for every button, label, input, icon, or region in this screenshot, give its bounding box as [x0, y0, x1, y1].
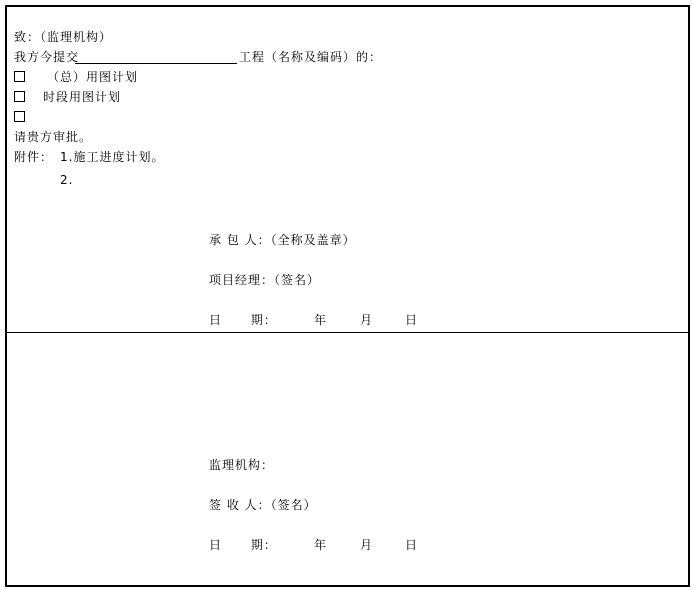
attachments-label: 附件：: [14, 150, 54, 164]
contractor-day-label: 日: [405, 313, 419, 327]
option-label-period: 时段用图计划: [43, 90, 122, 104]
addressee-line: 致：（监理机构）: [14, 30, 113, 44]
option-checkbox-period[interactable]: [14, 91, 25, 102]
supervisor-year-label: 年: [314, 538, 328, 552]
receiver-label: 签 收 人：（签名）: [209, 498, 317, 512]
option-checkbox-overall[interactable]: [14, 71, 25, 82]
option-label-overall: （总）用图计划: [47, 70, 139, 84]
supervisor-day-label: 日: [405, 538, 419, 552]
attachment-item-1: 1.施工进度计划。: [60, 150, 165, 164]
contractor-label: 承 包 人：（全称及盖章）: [209, 233, 356, 247]
submit-suffix: 工程（名称及编码）的：: [239, 50, 383, 64]
attachment-item-2: 2.: [60, 173, 74, 187]
section-divider: [5, 332, 689, 333]
supervisor-date-label: 日 期：: [209, 538, 277, 552]
contractor-date-label: 日 期：: [209, 313, 277, 327]
option-checkbox-other[interactable]: [14, 111, 25, 122]
contractor-year-label: 年: [314, 313, 328, 327]
project-name-blank[interactable]: [75, 63, 237, 64]
submit-prefix: 我方今提交: [14, 50, 80, 64]
supervisor-month-label: 月: [360, 538, 374, 552]
request-line: 请贵方审批。: [14, 130, 93, 144]
project-manager-label: 项目经理：（签名）: [209, 273, 321, 287]
supervisor-org-label: 监理机构：: [209, 458, 275, 472]
contractor-month-label: 月: [360, 313, 374, 327]
